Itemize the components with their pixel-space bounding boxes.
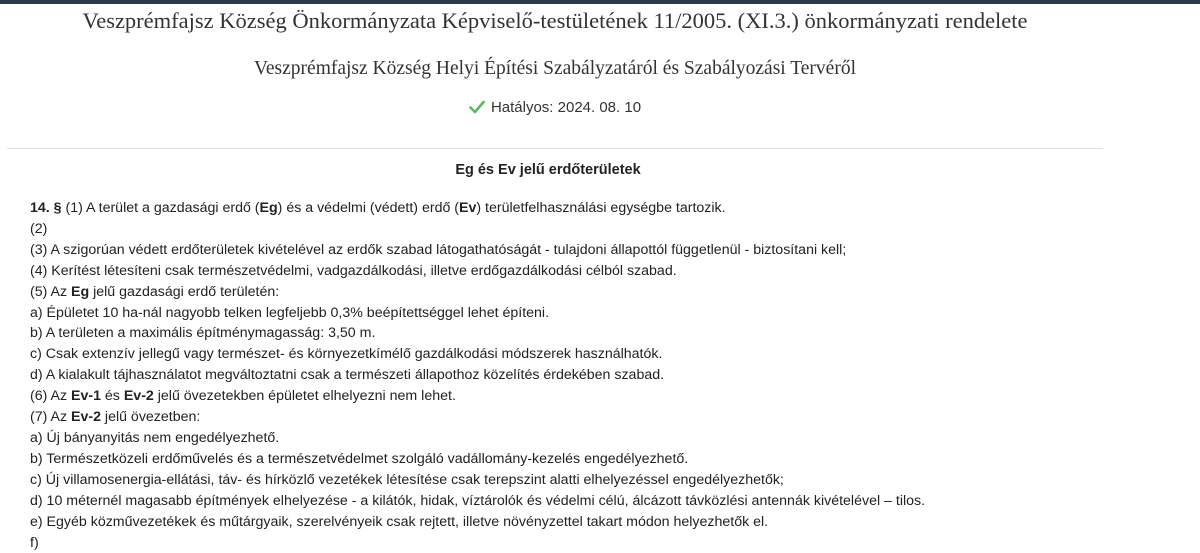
zone-code: Ev-1 (71, 388, 101, 404)
zone-code: Eg (71, 284, 89, 300)
zone-code: Ev-2 (124, 388, 154, 404)
text-segment: ) területfelhasználási egységbe tartozik. (476, 200, 725, 216)
divider (7, 148, 1103, 149)
text-line: (4) Kerítést létesíteni csak természetvédelmi, vadgazdálkodási, illetve erdőgazdálkodási célból szabad. (30, 261, 1190, 282)
zone-code: Ev (459, 200, 476, 216)
text-line: f) (30, 533, 1190, 553)
text-line: b) Természetközeli erdőművelés és a természetvédelmet szolgáló vadállomány-kezelés engedélyezhető. (30, 449, 1190, 470)
text-line: c) Csak extenzív jellegű vagy természet- és környezetkímélő gazdálkodási módszerek használhatók. (30, 344, 1190, 365)
text-segment: és (101, 388, 124, 404)
effective-date-label: Hatályos: 2024. 08. 10 (491, 99, 641, 116)
effective-date (0, 99, 1110, 116)
text-segment: (6) Az (30, 388, 71, 404)
text-line: (3) A szigorúan védett erdőterületek kivételével az erdők szabad látogathatóságát - tulajdoni állapottól függetlenül - biztosítani kell; (30, 240, 1190, 261)
text-segment: jelű gazdasági erdő területén: (89, 284, 279, 300)
document-subtitle: Veszprémfajsz Község Helyi Építési Szabályzatáról és Szabályozási Tervéről (0, 58, 1110, 80)
top-bar (0, 0, 1200, 4)
text-segment: jelű övezetben: (101, 409, 200, 425)
text-segment: (1) A terület a gazdasági erdő ( (62, 200, 260, 216)
text-line: e) Egyéb közművezetékek és műtárgyaik, szerelvényeik csak rejtett, illetve növényzettel takart módon helyezhetők el. (30, 512, 1190, 533)
text-line: d) 10 méternél magasabb építmények elhelyezése - a kilátók, hidak, víztárolók és védelmi célú, álcázott távközlési antennák kivételével – tilos. (30, 491, 1190, 512)
zone-code: Ev-2 (71, 409, 101, 425)
text-line (30, 386, 1190, 407)
text-line: a) Épületet 10 ha-nál nagyobb telken legfeljebb 0,3% beépítettséggel lehet építeni. (30, 303, 1190, 324)
text-line: d) A kialakult tájhasználatot megváltoztatni csak a természeti állapothoz közelítés érdekében szabad. (30, 365, 1190, 386)
text-segment: jelű övezetekben épületet elhelyezni nem lehet. (154, 388, 456, 404)
section-body (30, 198, 1190, 553)
document-title: Veszprémfajsz Község Önkormányzata Képviselő-testületének 11/2005. (XI.3.) önkormányzati rendelete (0, 8, 1110, 34)
text-segment: ) és a védelmi (védett) erdő ( (278, 200, 459, 216)
text-line: c) Új villamosenergia-ellátási, táv- és hírközlő vezetékek létesítése csak terepszint alatti elhelyezéssel engedélyezhetők; (30, 470, 1190, 491)
zone-code: Eg (260, 200, 278, 216)
text-segment: (5) Az (30, 284, 71, 300)
paragraph-label: 14. § (30, 200, 62, 216)
text-line (30, 198, 1190, 219)
text-line: b) A területen a maximális építménymagasság: 3,50 m. (30, 323, 1190, 344)
text-line (30, 407, 1190, 428)
text-line: (2) (30, 219, 1190, 240)
section-heading: Eg és Ev jelű erdőterületek (0, 162, 1096, 178)
check-icon (469, 99, 491, 116)
text-segment: (7) Az (30, 409, 71, 425)
text-line: a) Új bányanyitás nem engedélyezhető. (30, 428, 1190, 449)
text-line (30, 282, 1190, 303)
